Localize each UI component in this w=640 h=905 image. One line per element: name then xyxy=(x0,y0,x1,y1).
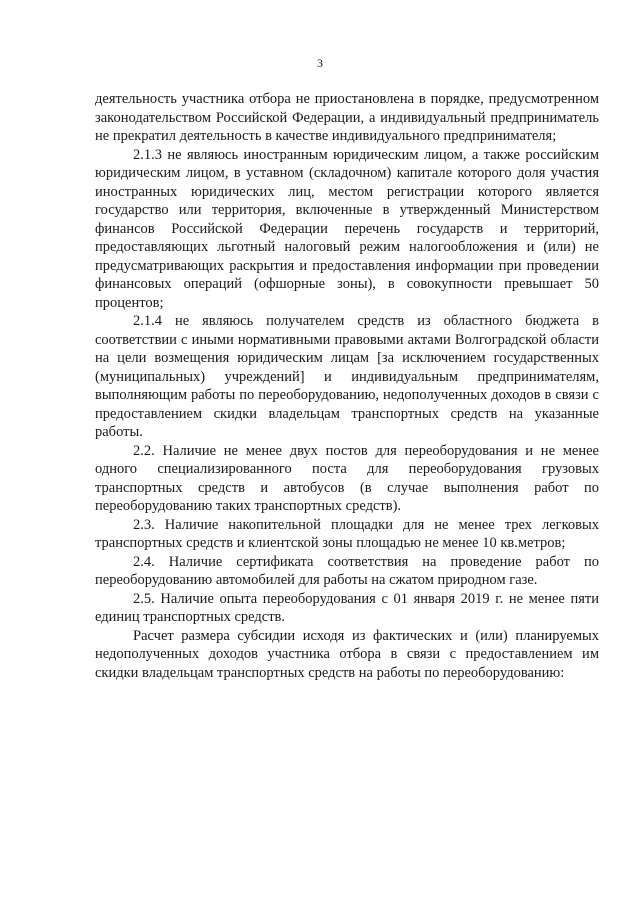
paragraph-2-1-3: 2.1.3 не являюсь иностранным юридическим лицом, а также российским юридическим лицом, в уставном (складочном) капитале которого доля участия иностранных юридических лиц, местом регистрации которого является государство или территория, включенные в утвержденный Министерством финансов Российской Федерации перечень государств и территорий, предоставляющих льготный налоговый режим налогообложения и (или) не предусматривающих раскрытия и предоставления информации при проведении финансовых операций (офшорные зоны), в совокупности превышает 50 процентов; xyxy=(95,146,599,311)
paragraph-2-2: 2.2. Наличие не менее двух постов для переоборудования и не менее одного специализированного поста для переоборудования грузовых транспортных средств и автобусов (в случае выполнения работ по переоборудованию таких транспортных средств). xyxy=(95,442,599,514)
paragraph-2-5: 2.5. Наличие опыта переоборудования с 01 января 2019 г. не менее пяти единиц транспортных средств. xyxy=(95,590,599,625)
paragraph-participant-activity: деятельность участника отбора не приостановлена в порядке, предусмотренном законодательством Российской Федерации, а индивидуальный предприниматель не прекратил деятельность в качестве индивидуального предпринимателя; xyxy=(95,91,599,144)
paragraph-subsidy-calculation: Расчет размера субсидии исходя из фактических и (или) планируемых недополученных доходов участника отбора в связи с предоставлением им скидки владельцам транспортных средств на работы по переоборудованию: xyxy=(95,627,599,681)
page-number: 3 xyxy=(317,56,323,70)
document-body xyxy=(95,90,599,682)
paragraph-2-4: 2.4. Наличие сертификата соответствия на проведение работ по переоборудованию автомобилей для работы на сжатом природном газе. xyxy=(95,553,599,588)
paragraph-2-1-4: 2.1.4 не являюсь получателем средств из областного бюджета в соответствии с иными нормативными правовыми актами Волгоградской области на цели возмещения юридическим лицам [за исключением государственных (муниципальных) учреждений] и индивидуальным предпринимателям, выполняющим работы по переоборудованию, недополученных доходов в связи с предоставлением скидки владельцам транспортных средств на указанные работы. xyxy=(95,313,599,440)
paragraph-2-3: 2.3. Наличие накопительной площадки для не менее трех легковых транспортных средств и клиентской зоны площадью не менее 10 кв.метров; xyxy=(95,516,599,551)
